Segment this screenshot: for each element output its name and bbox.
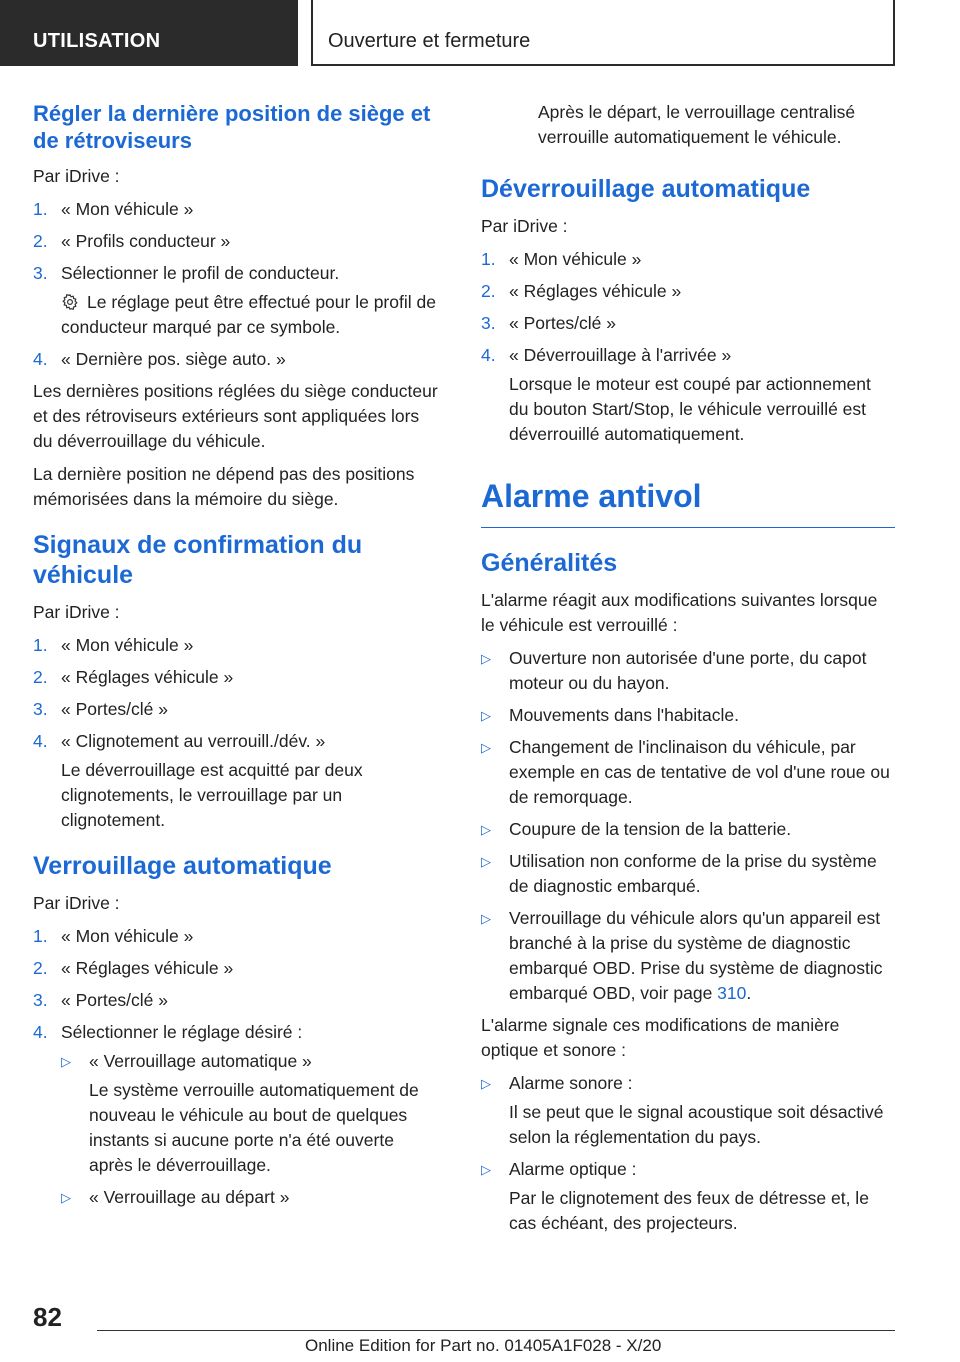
triangle-bullet-icon: ▷: [61, 1190, 71, 1205]
triangle-bullet-icon: ▷: [481, 1076, 491, 1091]
note: Le système verrouille automatiquement de nouveau le véhicule au bout de quelques instants si aucune porte n'a été ouverte après le déverrouillage.: [89, 1080, 419, 1175]
note: Par le clignotement des feux de détresse et, le cas échéant, des projecteurs.: [509, 1188, 869, 1233]
section-title: Verrouillage automatique: [33, 852, 332, 880]
triangle-bullet-icon: ▷: [481, 740, 491, 755]
list-item: ▷ Changement de l'inclinaison du véhicule, par exemple en cas de tentative de vol d'une roue ou de remorquage.: [481, 737, 890, 807]
list-item: 3. « Portes/clé »: [33, 699, 168, 719]
right-column: [481, 100, 895, 1254]
intro: Par iDrive :: [33, 602, 120, 622]
intro: L'alarme réagit aux modifications suivantes lorsque le véhicule est verrouillé :: [481, 590, 878, 635]
list-item: 1. « Mon véhicule »: [33, 199, 194, 219]
note: Le réglage peut être effectué pour le profil de conducteur marqué par ce symbole.: [61, 292, 436, 337]
list-item: 4. « Déverrouillage à l'arrivée » Lorsque le moteur est coupé par actionnement du bouton Start/Stop, le véhicule verrouillé est déverrouillé automatiquement.: [481, 343, 895, 447]
bullet-list: [61, 1049, 441, 1210]
numbered-list: [33, 197, 441, 372]
section-last-seat-position: [33, 100, 441, 512]
intro: Par iDrive :: [33, 166, 120, 186]
page-header: [0, 0, 960, 66]
numbered-list: [33, 924, 441, 1210]
section-title: Généralités: [481, 549, 618, 577]
list-item: 3. « Portes/clé »: [33, 990, 168, 1010]
list-item: 3. Sélectionner le profil de conducteur. Le réglage peut être effectué pour le profil de conducteur marqué par ce symbole.: [33, 261, 441, 340]
triangle-bullet-icon: ▷: [481, 651, 491, 666]
left-column: [33, 100, 441, 1228]
section-label: UTILISATION: [0, 0, 298, 66]
triangle-bullet-icon: ▷: [61, 1054, 71, 1069]
triangle-bullet-icon: ▷: [481, 822, 491, 837]
paragraph: Les dernières positions réglées du siège conducteur et des rétroviseurs extérieurs sont appliquées lors du déverrouillage du véhicule.: [33, 381, 438, 451]
chapter-title: Alarme antivol: [481, 475, 895, 528]
list-item: 2. « Réglages véhicule »: [33, 958, 234, 978]
list-item: ▷ Mouvements dans l'habitacle.: [481, 703, 895, 728]
footer-divider: [97, 1330, 895, 1331]
paragraph: La dernière position ne dépend pas des positions mémorisées dans la mémoire du siège.: [33, 464, 415, 509]
list-item: ▷ Ouverture non autorisée d'une porte, du capot moteur ou du hayon.: [481, 648, 867, 693]
section-title: Signaux de confirmation du véhicule: [33, 531, 363, 589]
list-item: 1. « Mon véhicule »: [33, 926, 194, 946]
list-item: 1. « Mon véhicule »: [33, 635, 194, 655]
list-item: 4. « Dernière pos. siège auto. »: [33, 349, 286, 369]
triangle-bullet-icon: ▷: [481, 708, 491, 723]
list-item: 2. « Réglages véhicule »: [481, 281, 682, 301]
gear-icon: [61, 293, 79, 311]
list-item: ▷ Alarme optique : Par le clignotement des feux de détresse et, le cas échéant, des projecteurs.: [481, 1157, 895, 1236]
list-item: ▷ Alarme sonore : Il se peut que le signal acoustique soit désactivé selon la réglementation du pays.: [481, 1071, 895, 1150]
list-item: ▷ Utilisation non conforme de la prise du système de diagnostic embarqué.: [481, 851, 877, 896]
bullet-list: [481, 646, 895, 1006]
list-item: 1. « Mon véhicule »: [481, 249, 642, 269]
bullet-list: [481, 1071, 895, 1236]
triangle-bullet-icon: ▷: [481, 854, 491, 869]
continued-text: Après le départ, le verrouillage centralisé verrouille automatiquement le véhicule.: [538, 102, 856, 147]
list-item: 4. « Clignotement au verrouill./dév. » Le déverrouillage est acquitté par deux clignotements, le verrouillage par un clignotement.: [33, 729, 441, 833]
intro: Par iDrive :: [481, 216, 568, 236]
edition-text: Online Edition for Part no. 01405A1F028 - X/20: [305, 1336, 662, 1355]
intro: Par iDrive :: [33, 893, 120, 913]
section-title: Déverrouillage automatique: [481, 175, 811, 203]
list-item: 2. « Réglages véhicule »: [33, 667, 234, 687]
numbered-list: [481, 247, 895, 447]
page-link[interactable]: 310: [717, 983, 747, 1003]
section-auto-locking: [33, 851, 441, 1210]
section-auto-unlocking: [481, 174, 895, 447]
numbered-list: [33, 633, 441, 833]
triangle-bullet-icon: ▷: [481, 1162, 491, 1177]
chapter-label: Ouverture et fermeture: [311, 0, 895, 66]
list-item: 4. Sélectionner le réglage désiré : ▷ « Verrouillage automatique » Le système verrouille automatiquement de nouveau le véhicule au bout de quelques instants si aucune porte n'a été ouverte après le déverrouillage. ▷ « Verrouillage au départ »: [33, 1020, 441, 1210]
section-general: [481, 548, 895, 1236]
list-item: 3. « Portes/clé »: [481, 313, 616, 333]
note: Le déverrouillage est acquitté par deux clignotements, le verrouillage par un clignotement.: [61, 760, 363, 830]
note: Lorsque le moteur est coupé par actionnement du bouton Start/Stop, le véhicule verrouillé est déverrouillé automatiquement.: [509, 374, 871, 444]
list-item: ▷ Coupure de la tension de la batterie.: [481, 817, 895, 842]
section-title: Régler la dernière position de siège et de rétroviseurs: [33, 101, 431, 153]
list-item: ▷ Verrouillage du véhicule alors qu'un appareil est branché à la prise du système de diagnostic embarqué OBD. Prise du système de diagnostic embarqué OBD, voir page 310.: [481, 908, 883, 1003]
paragraph: L'alarme signale ces modifications de manière optique et sonore :: [481, 1015, 840, 1060]
triangle-bullet-icon: ▷: [481, 911, 491, 926]
section-confirmation-signals: [33, 530, 441, 833]
list-item: 2. « Profils conducteur »: [33, 231, 231, 251]
list-item: ▷ « Verrouillage automatique » Le système verrouille automatiquement de nouveau le véhicule au bout de quelques instants si aucune porte n'a été ouverte après le déverrouillage.: [61, 1049, 441, 1178]
list-item: ▷ « Verrouillage au départ »: [61, 1185, 441, 1210]
page-number: 82: [33, 1302, 62, 1332]
note: Il se peut que le signal acoustique soit désactivé selon la réglementation du pays.: [509, 1102, 884, 1147]
